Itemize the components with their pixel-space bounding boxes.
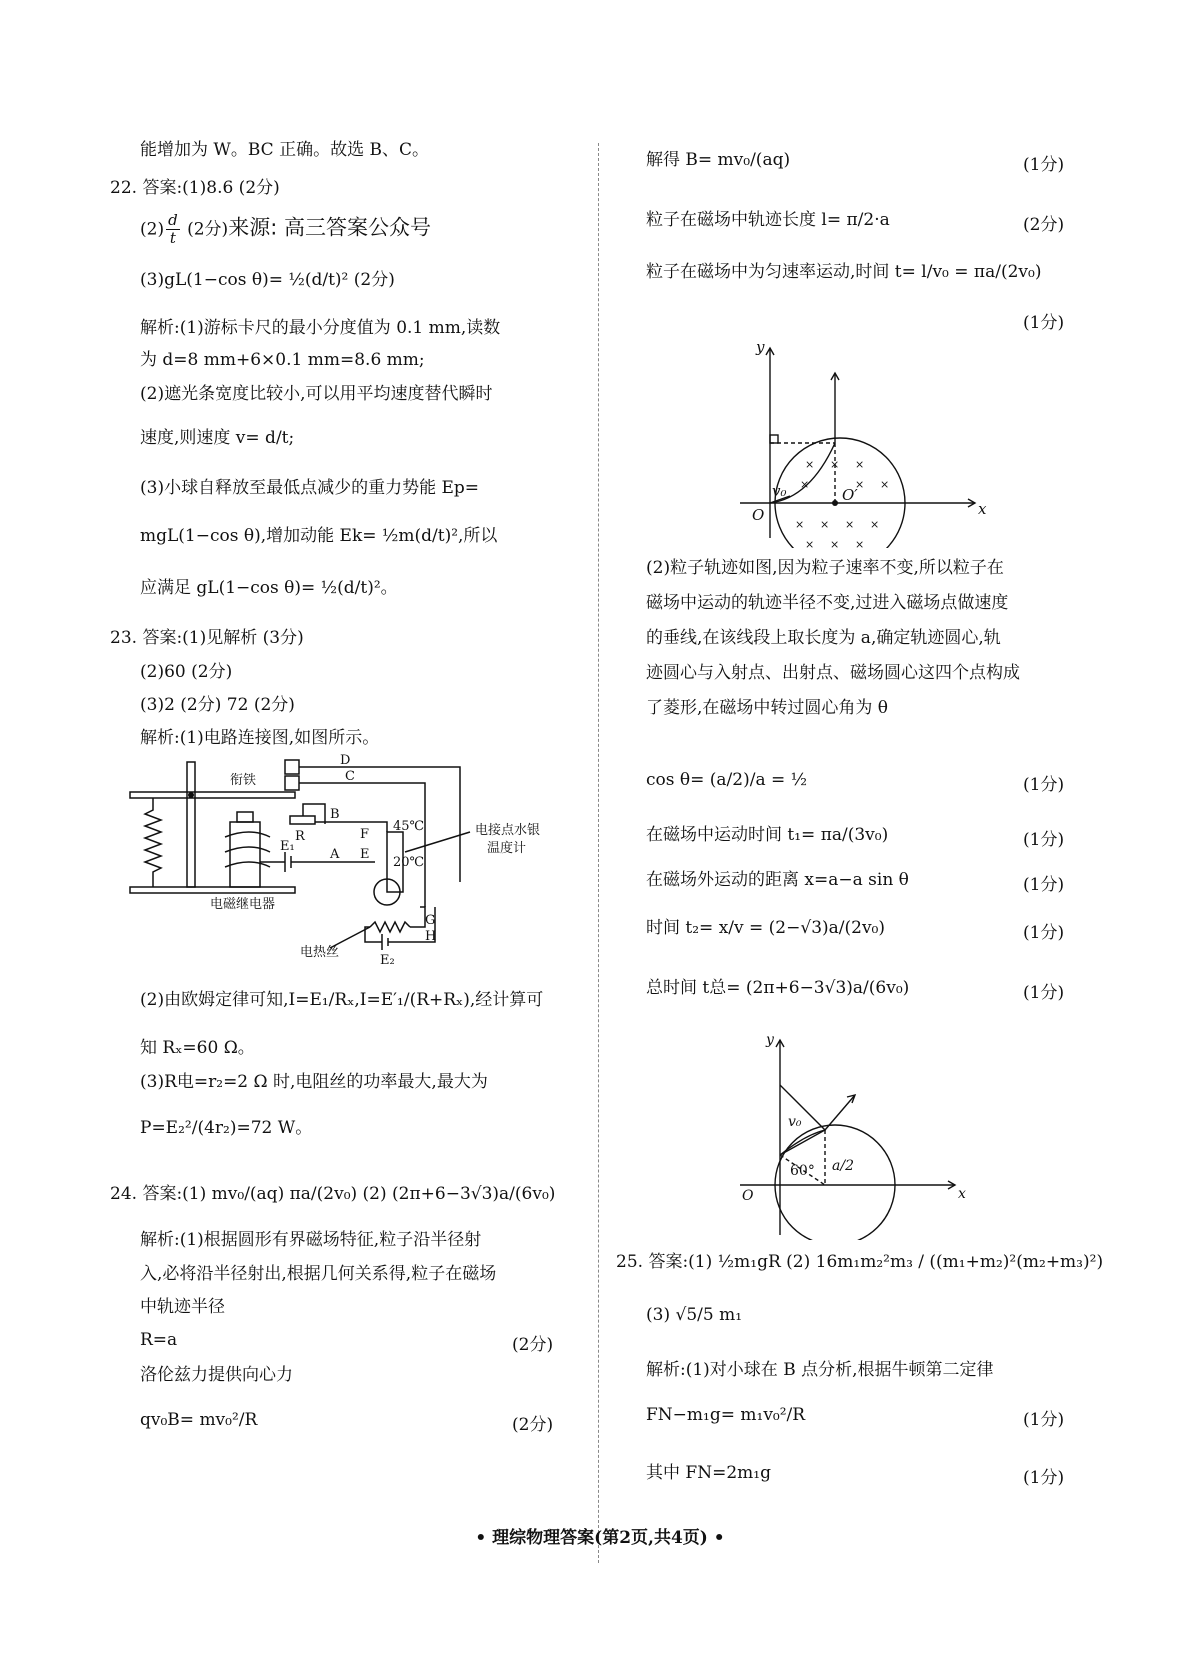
q25-explain-line: 其中 FN=2m₁g — [646, 1463, 771, 1483]
label-armature: 衔铁 — [230, 773, 257, 788]
q22-answer-2: (2) $\frac{d}{t}$ (2分)来源: 高三答案公众号 — [140, 211, 431, 248]
q23-explain-line: P=E₂²/(4r₂)=72 W。 — [140, 1118, 313, 1138]
svg-text:×: × — [795, 518, 805, 531]
q23-explain-line: (2)由欧姆定律可知,I=E₁/Rₓ,I=E′₁/(R+Rₓ),经计算可 — [140, 990, 544, 1010]
explain-line: 粒子在磁场中轨迹长度 l= π/2·a — [646, 210, 890, 230]
label-thermometer-2: 温度计 — [487, 841, 527, 856]
label-v0: v₀ — [788, 1114, 802, 1130]
q24-explain-line: R=a — [140, 1330, 178, 1350]
label-O: O — [742, 1188, 754, 1204]
score: (1分) — [1023, 1468, 1065, 1488]
q25-answer-3: (3) √5/5 m₁ — [646, 1305, 743, 1325]
label-O: O — [752, 506, 765, 524]
q22-explain-line: 应满足 gL(1−cos θ)= ½(d/t)²。 — [140, 578, 398, 598]
label-H: H — [425, 929, 437, 944]
score: (1分) — [1023, 875, 1065, 895]
q22-explain-line: 解析:(1)游标卡尺的最小分度值为 0.1 mm,读数 — [140, 318, 501, 338]
label-O-prime: O′ — [842, 486, 858, 504]
label-20c: 20℃ — [393, 855, 425, 870]
label-relay: 电磁继电器 — [210, 897, 276, 912]
q25-explain-line: FN−m₁g= m₁v₀²/R — [646, 1405, 806, 1425]
q25-explain-line: 解析:(1)对小球在 B 点分析,根据牛顿第二定律 — [646, 1360, 994, 1380]
score: (1分) — [1023, 830, 1065, 850]
text-line: 能增加为 W。BC 正确。故选 B、C。 — [140, 140, 429, 160]
score: (1分) — [1023, 155, 1065, 175]
source-watermark: 来源: 高三答案公众号 — [228, 215, 431, 240]
score: (1分) — [1023, 313, 1065, 333]
label-45c: 45℃ — [393, 819, 425, 834]
explain-line: 了菱形,在磁场中转过圆心角为 θ — [646, 698, 889, 718]
q22-explain-line: mgL(1−cos θ),增加动能 Ek= ½m(d/t)²,所以 — [140, 526, 498, 546]
label-angle: 60° — [790, 1163, 815, 1179]
q23-explain-line: 解析:(1)电路连接图,如图所示。 — [140, 728, 380, 748]
explain-line: 在磁场中运动时间 t₁= πa/(3v₀) — [646, 825, 889, 845]
score: (2分) — [512, 1415, 554, 1435]
explain-line: 解得 B= mv₀/(aq) — [646, 150, 791, 170]
q24-explain-line: 解析:(1)根据圆形有界磁场特征,粒子沿半径射 — [140, 1230, 482, 1250]
q23-answer-2: (2)60 (2分) — [140, 662, 233, 682]
svg-text:×: × — [855, 478, 865, 491]
label-a-half: a/2 — [832, 1158, 854, 1174]
svg-text:×: × — [870, 518, 880, 531]
label-v0: v₀ — [772, 482, 787, 500]
q24-explain-line: 入,必将沿半径射出,根据几何关系得,粒子在磁场 — [140, 1264, 497, 1284]
relay-base — [130, 887, 295, 893]
score: (1分) — [1023, 983, 1065, 1003]
q24-explain-line: 洛伦兹力提供向心力 — [140, 1365, 293, 1385]
score: (1分) — [1023, 923, 1065, 943]
label-E1: E₁ — [280, 839, 295, 854]
q23-explain-line: 知 Rₓ=60 Ω。 — [140, 1038, 255, 1058]
svg-text:×: × — [830, 458, 840, 471]
label-thermometer: 电接点水银 — [475, 823, 541, 838]
q24-explain-line: qv₀B= mv₀²/R — [140, 1410, 258, 1430]
explain-line: (2)粒子轨迹如图,因为粒子速率不变,所以粒子在 — [646, 558, 1004, 578]
label-B: B — [330, 807, 340, 822]
q25-answer-heading: 25. 答案:(1) ½m₁gR (2) 16m₁m₂²m₃ / ((m₁+m₂)²(m₂+m₃)²) — [616, 1252, 1104, 1272]
score: (1分) — [1023, 775, 1065, 795]
explain-line: cos θ= (a/2)/a = ½ — [646, 770, 808, 790]
q22-explain-line: 速度,则速度 v= d/t; — [140, 428, 295, 448]
label-heater: 电热丝 — [300, 945, 340, 960]
relay-circuit-diagram — [125, 752, 595, 967]
label-E2: E₂ — [380, 953, 395, 967]
q23-answer-3: (3)2 (2分) 72 (2分) — [140, 695, 295, 715]
svg-text:×: × — [820, 518, 830, 531]
svg-text:×: × — [855, 538, 865, 548]
q22-answer-heading: 22. 答案:(1)8.6 (2分) — [110, 178, 280, 198]
score: (2分) — [1023, 215, 1065, 235]
q22-explain-line: (3)小球自释放至最低点减少的重力势能 Ep= — [140, 478, 480, 498]
explain-line: 总时间 t总= (2π+6−3√3)a/(6v₀) — [646, 978, 910, 998]
svg-text:×: × — [805, 538, 815, 548]
explain-line: 磁场中运动的轨迹半径不变,过进入磁场点做速度 — [646, 593, 1009, 613]
svg-text:×: × — [855, 458, 865, 471]
label-C: C — [345, 769, 355, 784]
label-x: x — [978, 500, 987, 518]
column-divider — [598, 143, 599, 1563]
score: (2分) — [512, 1335, 554, 1355]
label-x: x — [958, 1186, 966, 1202]
label-y: y — [756, 338, 765, 356]
q24-explain-line: 中轨迹半径 — [140, 1297, 225, 1317]
svg-text:×: × — [830, 538, 840, 548]
svg-text:×: × — [845, 518, 855, 531]
q23-answer-heading: 23. 答案:(1)见解析 (3分) — [110, 628, 304, 648]
svg-text:×: × — [800, 478, 810, 491]
label-D: D — [340, 753, 351, 768]
svg-text:×: × — [880, 478, 890, 491]
label-E: E — [360, 847, 370, 862]
label-G: G — [425, 913, 436, 928]
magnetic-field-figure-1 — [730, 338, 1000, 548]
explain-line: 的垂线,在该线段上取长度为 a,确定轨迹圆心,轨 — [646, 628, 1001, 648]
q24-answer-heading: 24. 答案:(1) mv₀/(aq) πa/(2v₀) (2) (2π+6−3√3)a/(6v₀) — [110, 1184, 556, 1204]
q23-explain-line: (3)R电=r₂=2 Ω 时,电阻丝的功率最大,最大为 — [140, 1072, 488, 1092]
explain-line: 迹圆心与入射点、出射点、磁场圆心这四个点构成 — [646, 663, 1020, 683]
label-F: F — [360, 827, 370, 842]
q22-explain-line: (2)遮光条宽度比较小,可以用平均速度替代瞬时 — [140, 384, 493, 404]
label-A: A — [330, 847, 340, 862]
svg-text:×: × — [805, 458, 815, 471]
fraction: $\frac{d}{t}$ — [168, 211, 178, 248]
label-y: y — [766, 1032, 774, 1048]
explain-line: 在磁场外运动的距离 x=a−a sin θ — [646, 870, 909, 890]
explain-line: 粒子在磁场中为匀速率运动,时间 t= l/v₀ = πa/(2v₀) — [646, 262, 1042, 282]
q22-answer-3: (3)gL(1−cos θ)= ½(d/t)² (2分) — [140, 270, 395, 290]
page-footer: • 理综物理答案(第2页,共4页) • — [475, 1528, 725, 1548]
explain-line: 时间 t₂= x/v = (2−√3)a/(2v₀) — [646, 918, 886, 938]
label-R: R — [295, 829, 305, 844]
magnetic-field-figure-2 — [730, 1030, 980, 1240]
score: (1分) — [1023, 1410, 1065, 1430]
q22-explain-line: 为 d=8 mm+6×0.1 mm=8.6 mm; — [140, 350, 425, 370]
